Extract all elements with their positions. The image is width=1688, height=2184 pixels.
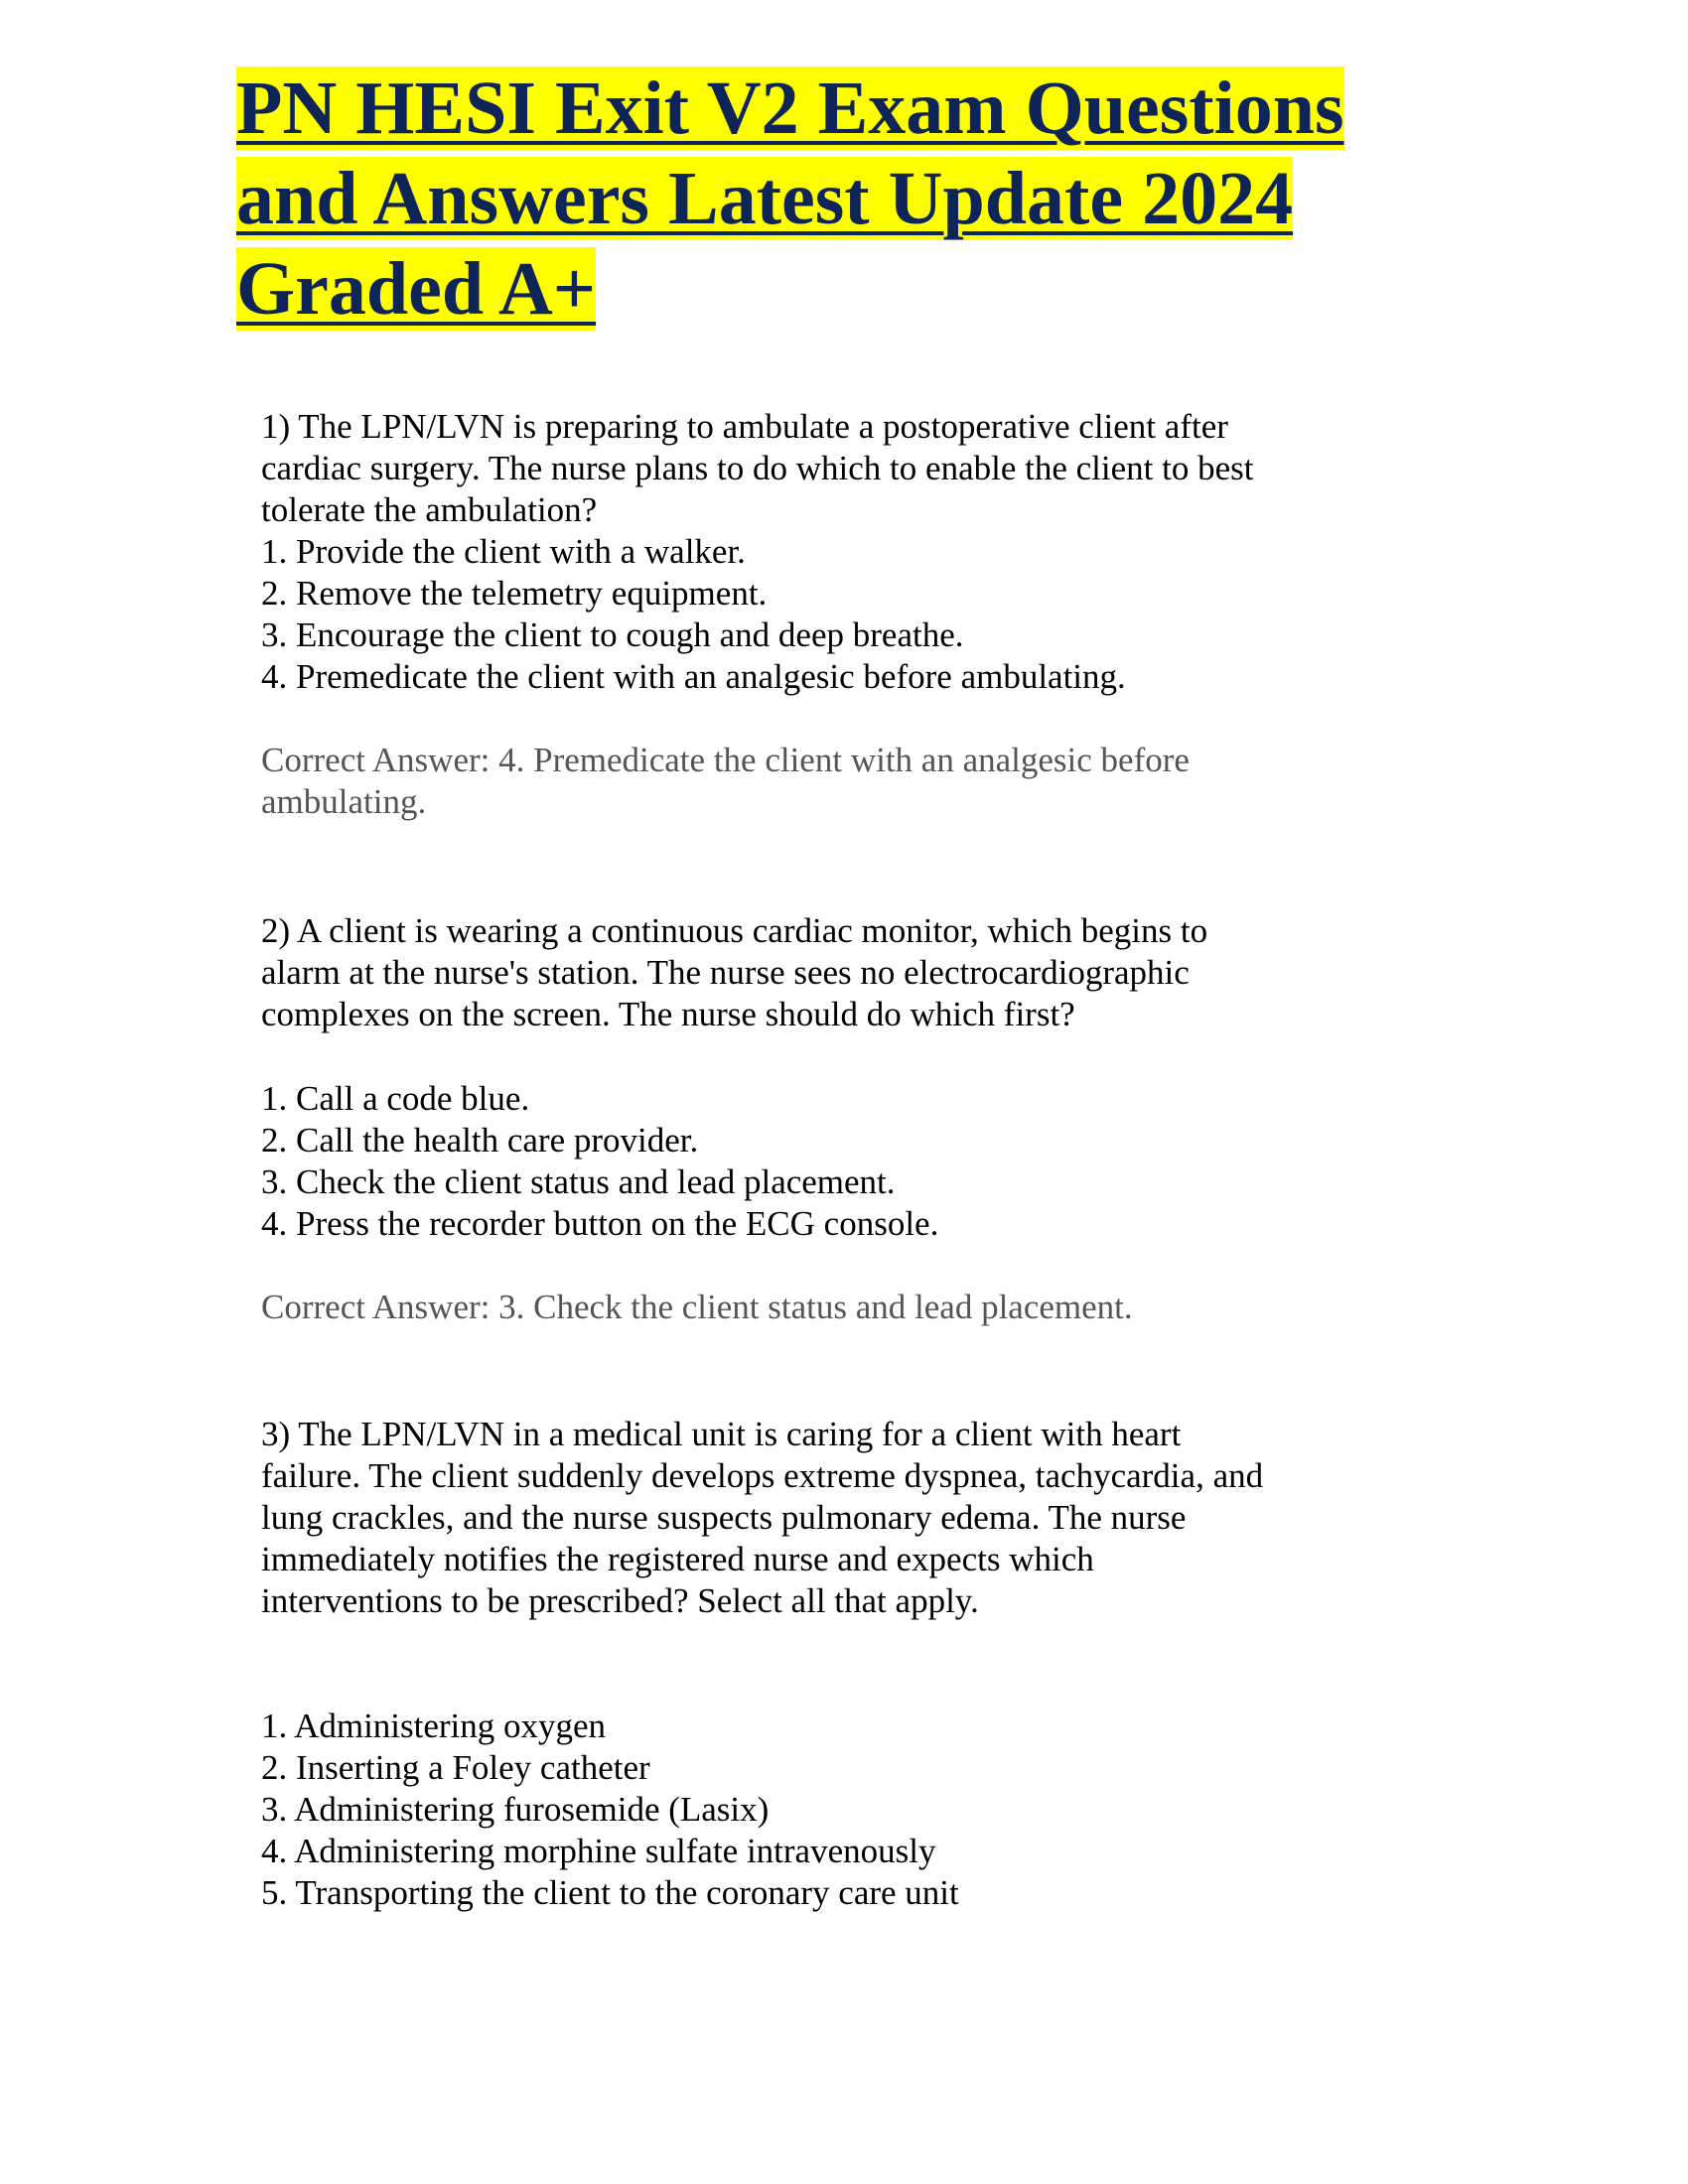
document-title	[236, 64, 1428, 335]
question-text-line: cardiac surgery. The nurse plans to do which to enable the client to best	[261, 449, 1254, 487]
title-line: PN HESI Exit V2 Exam Questions	[236, 67, 1344, 150]
option-item: 1. Administering oxygen	[261, 1706, 607, 1745]
question-text-line: alarm at the nurse's station. The nurse sees no electrocardiographic	[261, 953, 1190, 992]
question-text-line: complexes on the screen. The nurse should do which first?	[261, 995, 1075, 1033]
option-item: 1. Call a code blue.	[261, 1079, 530, 1118]
question-text-line: interventions to be prescribed? Select all that apply.	[261, 1581, 979, 1620]
option-item: 3. Check the client status and lead placement.	[261, 1162, 896, 1201]
option-item: 4. Press the recorder button on the ECG console.	[261, 1204, 939, 1243]
question-text-line: 2) A client is wearing a continuous cardiac monitor, which begins to	[261, 911, 1208, 950]
correct-answer-line: Correct Answer: 3. Check the client status and lead placement.	[261, 1288, 1133, 1326]
question-2-stem	[261, 910, 1453, 1035]
option-item: 2. Inserting a Foley catheter	[261, 1748, 650, 1787]
question-text-line: 3) The LPN/LVN in a medical unit is caring for a client with heart	[261, 1415, 1182, 1453]
title-line: Graded A+	[236, 247, 597, 331]
question-text-line: immediately notifies the registered nurse and expects which	[261, 1540, 1094, 1578]
option-item: 5. Transporting the client to the coronary care unit	[261, 1873, 959, 1912]
correct-answer-line: Correct Answer: 4. Premedicate the client with an analgesic before	[261, 741, 1190, 779]
question-text-line: 1) The LPN/LVN is preparing to ambulate a postoperative client after	[261, 407, 1228, 446]
question-text-line: lung crackles, and the nurse suspects pulmonary edema. The nurse	[261, 1498, 1187, 1537]
option-item: 1. Provide the client with a walker.	[261, 532, 746, 571]
question-1-stem	[261, 406, 1453, 698]
question-3-options	[261, 1706, 1453, 1914]
title-line: and Answers Latest Update 2024	[236, 157, 1294, 240]
option-item: 4. Premedicate the client with an analgesic before ambulating.	[261, 657, 1126, 696]
option-item: 2. Remove the telemetry equipment.	[261, 574, 768, 613]
question-text-line: failure. The client suddenly develops extreme dyspnea, tachycardia, and	[261, 1456, 1264, 1495]
question-text-line: tolerate the ambulation?	[261, 490, 598, 529]
option-item: 3. Encourage the client to cough and deep breathe.	[261, 615, 964, 654]
question-3-stem	[261, 1414, 1453, 1622]
question-1-answer	[261, 740, 1453, 823]
question-2-options	[261, 1078, 1453, 1245]
correct-answer-line: ambulating.	[261, 782, 427, 821]
option-item: 3. Administering furosemide (Lasix)	[261, 1790, 770, 1829]
option-item: 2. Call the health care provider.	[261, 1121, 699, 1160]
option-item: 4. Administering morphine sulfate intravenously	[261, 1832, 936, 1870]
question-2-answer	[261, 1287, 1453, 1328]
